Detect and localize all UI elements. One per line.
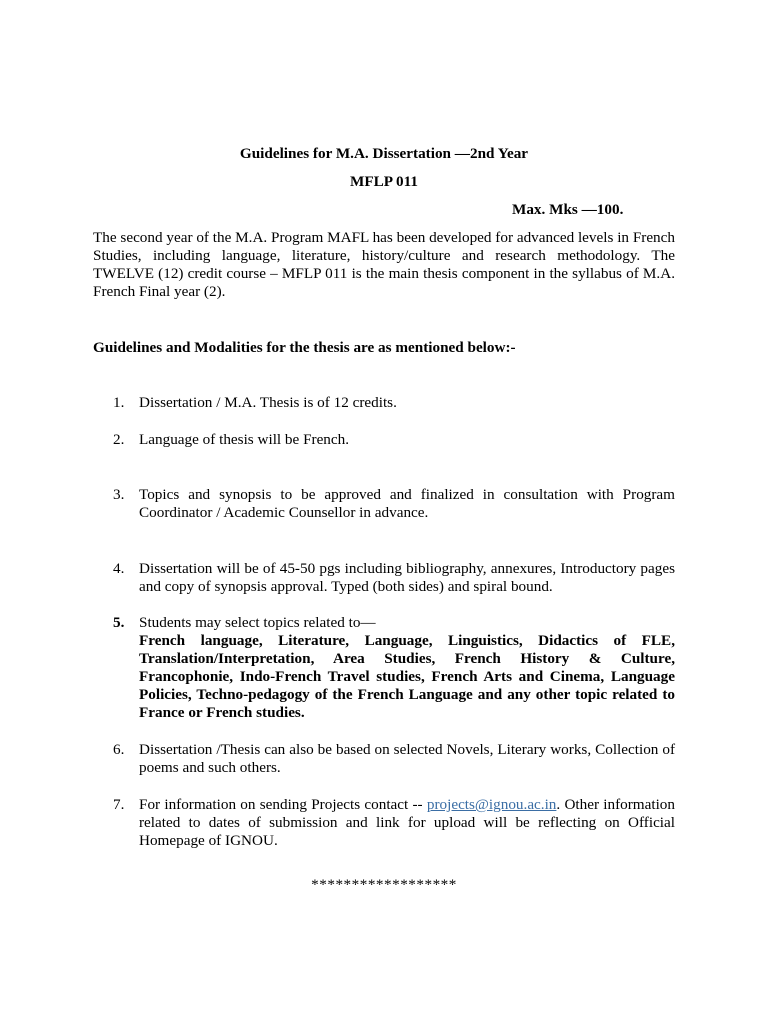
- contact-text-after: . Other information related to dates of submission and link for upload will be reflecting on Official Homepage of IGNOU.: [139, 796, 675, 849]
- list-item-text: Dissertation /Thesis can also be based on selected Novels, Literary works, Collection of poems and such others.: [139, 741, 675, 776]
- list-item-number: 2.: [113, 431, 125, 448]
- list-item-text: Language of thesis will be French.: [139, 431, 350, 448]
- list-item-text: [139, 796, 675, 850]
- list-item-text: Topics and synopsis to be approved and finalized in consultation with Program Coordinator / Academic Counsellor in advance.: [139, 486, 675, 521]
- list-item-intro: Students may select topics related to—: [139, 614, 376, 631]
- guidelines-heading: Guidelines and Modalities for the thesis are as mentioned below:-: [93, 339, 516, 356]
- topic-list: French language, Literature, Language, Linguistics, Didactics of FLE, Translation/Interpretation, Area Studies, French History & Culture, Francophonie, Indo-French Travel studies, French Arts and Cinema, Language Policies, Techno-pedagogy of the French Language and any other topic related to France or French studies.: [139, 632, 675, 721]
- list-item-number: 6.: [113, 741, 125, 758]
- list-item-number: 5.: [113, 614, 125, 631]
- max-marks: Max. Mks —100.: [512, 201, 624, 218]
- email-link[interactable]: projects@ignou.ac.in: [426, 796, 557, 813]
- list-item-number: 4.: [113, 560, 125, 577]
- course-code: MFLP 011: [350, 173, 418, 190]
- list-item-text: [139, 614, 675, 722]
- document-title: Guidelines for M.A. Dissertation —2nd Year: [239, 145, 529, 162]
- list-item-text: Dissertation will be of 45-50 pgs including bibliography, annexures, Introductory pages and copy of synopsis approval. Typed (both sides) and spiral bound.: [139, 560, 675, 595]
- intro-paragraph: The second year of the M.A. Program MAFL has been developed for advanced levels in French Studies, including language, literature, history/culture and research methodology. The TWELVE (12) credit course – MFLP 011 is the main thesis component in the syllabus of M.A. French Final year (2).: [93, 229, 675, 300]
- list-item-text: Dissertation / M.A. Thesis is of 12 credits.: [139, 394, 397, 411]
- footer-separator: ******************: [311, 876, 457, 893]
- contact-text-before: For information on sending Projects contact --: [139, 796, 427, 813]
- list-item-number: 3.: [113, 486, 125, 503]
- list-item-number: 1.: [113, 394, 125, 411]
- list-item-number: 7.: [113, 796, 125, 813]
